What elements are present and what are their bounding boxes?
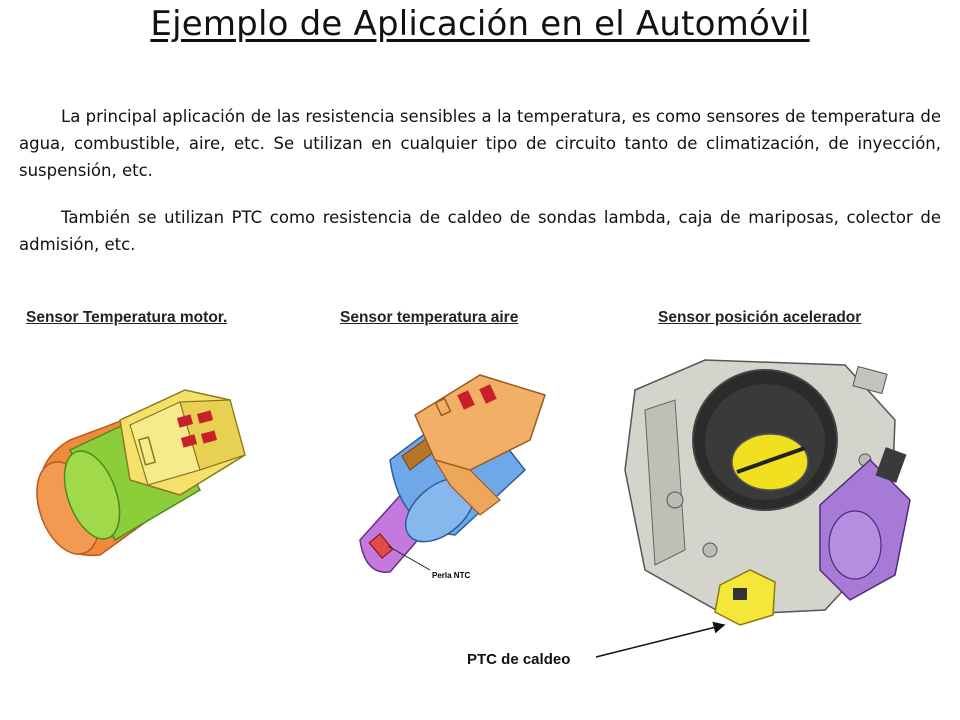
- page-title: Ejemplo de Aplicación en el Automóvil: [150, 4, 810, 44]
- air-temp-caption: Sensor temperatura aire: [340, 309, 519, 326]
- engine-temp-sensor-illustration: [30, 380, 270, 580]
- ntc-label: Perla NTC: [432, 571, 471, 580]
- intro-paragraph: La principal aplicación de las resistencia sensibles a la temperatura, es como sensores de temperatura de agua, combustible, aire, etc. Se utilizan en cualquier tipo de circuito tanto de climatización, de inyección, suspensión, etc.: [19, 107, 941, 180]
- ptc-arrow: [590, 615, 740, 665]
- ptc-paragraph: También se utilizan PTC como resistencia de caldeo de sondas lambda, caja de mariposas, colector de admisión, etc.: [19, 208, 941, 254]
- air-temp-sensor-illustration: [340, 360, 580, 600]
- throttle-caption: Sensor posición acelerador: [658, 309, 862, 326]
- ptc-label: PTC de caldeo: [467, 651, 571, 668]
- throttle-body-illustration: [615, 350, 915, 640]
- engine-temp-caption: Sensor Temperatura motor.: [26, 309, 228, 326]
